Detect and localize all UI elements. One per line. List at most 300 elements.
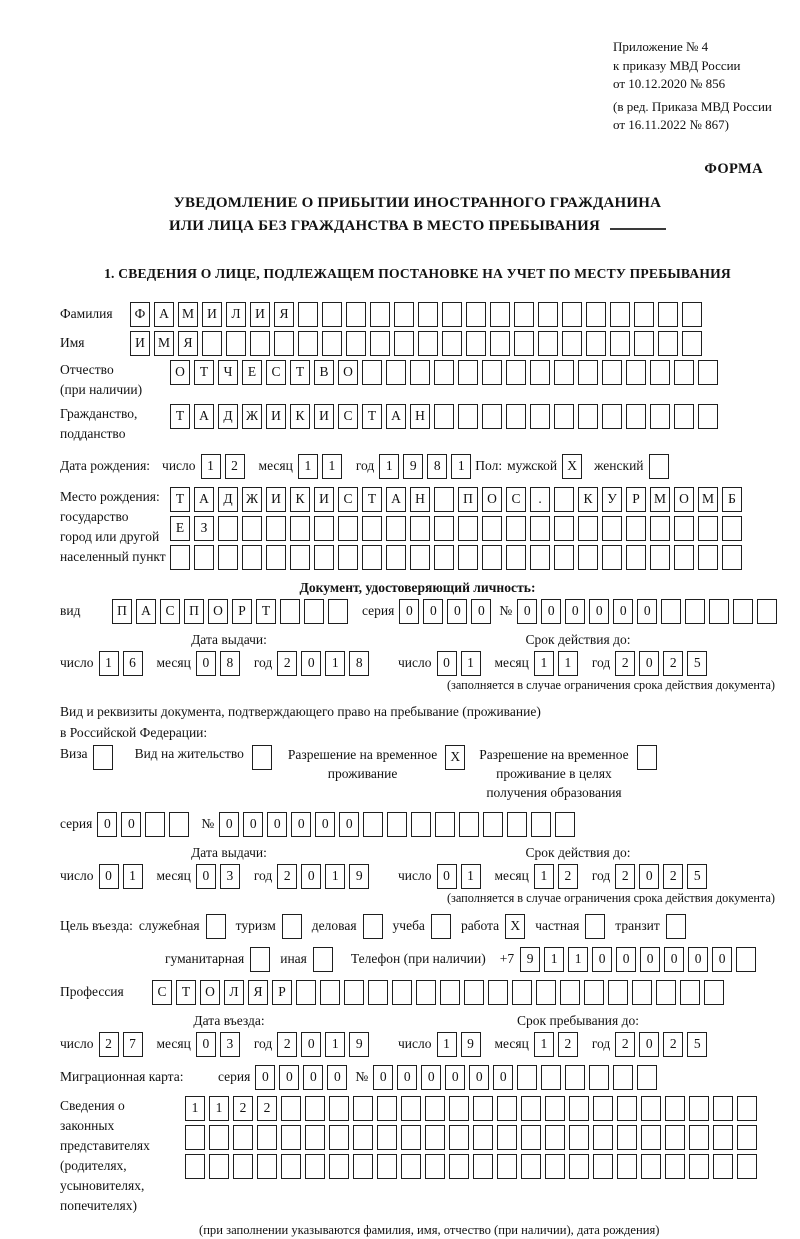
sex-female-label: женский bbox=[594, 458, 644, 473]
form-cell bbox=[304, 599, 324, 624]
form-cell bbox=[757, 599, 777, 624]
form-cell bbox=[565, 1065, 585, 1090]
form-cell: 2 bbox=[225, 454, 245, 479]
birthplace-block bbox=[60, 487, 775, 574]
form-cell bbox=[257, 1154, 277, 1179]
entry-year-cells bbox=[277, 1032, 373, 1057]
form-cell: 2 bbox=[277, 651, 297, 676]
form-cell: И bbox=[314, 487, 334, 512]
doc-seriya-label: серия bbox=[362, 603, 395, 618]
form-cell: 1 bbox=[325, 864, 345, 889]
visa-label: Виза bbox=[60, 745, 88, 761]
form-cell bbox=[473, 1154, 493, 1179]
form-cell: П bbox=[458, 487, 478, 512]
form-cell: 8 bbox=[349, 651, 369, 676]
expiry-year-cells bbox=[615, 651, 711, 676]
form-cell bbox=[490, 331, 510, 356]
purpose-business-label: деловая bbox=[311, 918, 357, 933]
form-cell: О bbox=[338, 360, 358, 385]
form-cell bbox=[322, 331, 342, 356]
purpose-work-label: работа bbox=[460, 918, 500, 933]
form-cell bbox=[602, 404, 622, 429]
form-cell: 0 bbox=[637, 599, 657, 624]
form-cell bbox=[578, 404, 598, 429]
form-cell bbox=[650, 360, 670, 385]
month-label: месяц bbox=[156, 1036, 191, 1051]
form-cell bbox=[713, 1154, 733, 1179]
purpose-private-checkbox bbox=[585, 914, 605, 939]
surname-cells bbox=[130, 302, 706, 327]
year-label: год bbox=[253, 1036, 273, 1051]
form-cell: 9 bbox=[349, 864, 369, 889]
form-cell: А bbox=[136, 599, 156, 624]
identity-doc-issue-group bbox=[60, 632, 398, 676]
form-cell bbox=[440, 980, 460, 1005]
form-cell bbox=[514, 331, 534, 356]
form-cell bbox=[233, 1154, 253, 1179]
form-cell bbox=[665, 1125, 685, 1150]
form-cell: 0 bbox=[339, 812, 359, 837]
form-cell: 2 bbox=[663, 1032, 683, 1057]
purpose-private-label: частная bbox=[535, 918, 580, 933]
rvp-label: Разрешение на временное проживание bbox=[287, 746, 438, 781]
year-label: год bbox=[591, 1036, 611, 1051]
form-cell bbox=[314, 516, 334, 541]
birthdate-day-cells bbox=[201, 454, 249, 479]
form-cell bbox=[626, 360, 646, 385]
issue-month-cells bbox=[196, 864, 244, 889]
form-cell bbox=[209, 1125, 229, 1150]
form-cell bbox=[704, 980, 724, 1005]
form-cell: С bbox=[152, 980, 172, 1005]
phone-prefix: +7 bbox=[499, 951, 515, 966]
form-cell: 0 bbox=[373, 1065, 393, 1090]
form-cell: К bbox=[290, 487, 310, 512]
form-cell bbox=[545, 1096, 565, 1121]
form-cell bbox=[554, 516, 574, 541]
form-cell: 0 bbox=[639, 1032, 659, 1057]
form-cell bbox=[680, 980, 700, 1005]
form-cell bbox=[281, 1125, 301, 1150]
given-name-label: Имя bbox=[60, 335, 85, 350]
form-cell bbox=[674, 545, 694, 570]
form-cell bbox=[507, 812, 527, 837]
form-cell: Л bbox=[226, 302, 246, 327]
birthplace-row-2 bbox=[170, 516, 746, 541]
form-cell: Т bbox=[170, 487, 190, 512]
visa-checkbox bbox=[93, 745, 113, 770]
form-cell bbox=[202, 331, 222, 356]
form-cell bbox=[674, 516, 694, 541]
form-cell bbox=[434, 516, 454, 541]
form-cell: Т bbox=[176, 980, 196, 1005]
residence-doc-issue-group bbox=[60, 845, 398, 889]
header-reference-block bbox=[613, 38, 775, 135]
form-cell bbox=[483, 812, 503, 837]
form-cell: 0 bbox=[447, 599, 467, 624]
month-label: месяц bbox=[494, 868, 529, 883]
form-cell: 0 bbox=[437, 651, 457, 676]
form-cell bbox=[569, 1154, 589, 1179]
form-cell: 2 bbox=[663, 651, 683, 676]
res-seriya-label: серия bbox=[60, 816, 93, 831]
migration-card-row bbox=[60, 1065, 775, 1090]
rvp-checkbox: X bbox=[445, 745, 465, 770]
form-cell bbox=[626, 404, 646, 429]
purpose-official-checkbox bbox=[206, 914, 226, 939]
issue-day-cells bbox=[99, 864, 147, 889]
form-cell bbox=[617, 1096, 637, 1121]
form-cell bbox=[584, 980, 604, 1005]
form-cell bbox=[418, 331, 438, 356]
form-cell bbox=[362, 516, 382, 541]
form-cell: М bbox=[178, 302, 198, 327]
form-cell: 5 bbox=[687, 651, 707, 676]
form-cell: И bbox=[266, 404, 286, 429]
form-cell bbox=[298, 331, 318, 356]
form-cell bbox=[346, 302, 366, 327]
form-cell bbox=[536, 980, 556, 1005]
form-cell: 2 bbox=[233, 1096, 253, 1121]
form-cell: 0 bbox=[301, 864, 321, 889]
form-cell: И bbox=[202, 302, 222, 327]
form-cell: 0 bbox=[279, 1065, 299, 1090]
form-cell: Т bbox=[256, 599, 276, 624]
issue-year-cells bbox=[277, 864, 373, 889]
sex-male-label: мужской bbox=[507, 458, 558, 473]
form-cell: С bbox=[506, 487, 526, 512]
form-cell: 0 bbox=[541, 599, 561, 624]
form-cell bbox=[329, 1096, 349, 1121]
profession-label: Профессия bbox=[60, 984, 124, 999]
identity-doc-note: (заполняется в случае ограничения срока действия документа) bbox=[446, 677, 775, 692]
form-cell bbox=[281, 1154, 301, 1179]
form-cell bbox=[531, 812, 551, 837]
form-cell bbox=[466, 331, 486, 356]
form-cell bbox=[569, 1096, 589, 1121]
form-cell bbox=[328, 599, 348, 624]
form-cell: У bbox=[602, 487, 622, 512]
ref-line-1: Приложение № 4 bbox=[613, 39, 709, 54]
form-cell: А bbox=[194, 487, 214, 512]
vnzh-checkbox bbox=[252, 745, 272, 770]
expiry-day-cells bbox=[437, 864, 485, 889]
residence-doc-seriya-row bbox=[60, 812, 775, 837]
form-cell bbox=[506, 516, 526, 541]
form-cell bbox=[530, 516, 550, 541]
form-cell bbox=[434, 487, 454, 512]
form-cell bbox=[290, 516, 310, 541]
form-cell: 1 bbox=[298, 454, 318, 479]
phone-cells bbox=[520, 947, 760, 972]
form-cell bbox=[589, 1065, 609, 1090]
form-cell: Б bbox=[722, 487, 742, 512]
issue-year-cells bbox=[277, 651, 373, 676]
form-cell bbox=[442, 302, 462, 327]
form-cell: М bbox=[154, 331, 174, 356]
form-cell bbox=[617, 1125, 637, 1150]
sex-male-checkbox: X bbox=[562, 454, 582, 479]
form-cell bbox=[425, 1125, 445, 1150]
purpose-humanitarian-label: гуманитарная bbox=[165, 951, 245, 966]
issue-date-heading: Дата выдачи: bbox=[191, 844, 267, 860]
form-cell bbox=[434, 545, 454, 570]
birthplace-cells bbox=[170, 487, 746, 574]
phone-label: Телефон (при наличии) bbox=[350, 951, 486, 966]
form-cell: 2 bbox=[558, 864, 578, 889]
form-cell: 0 bbox=[255, 1065, 275, 1090]
form-cell: 0 bbox=[688, 947, 708, 972]
sex-female-checkbox bbox=[649, 454, 669, 479]
form-cell bbox=[394, 331, 414, 356]
form-cell: 1 bbox=[209, 1096, 229, 1121]
identity-doc-heading: Документ, удостоверяющий личность: bbox=[299, 579, 536, 595]
entry-dates bbox=[60, 1013, 775, 1057]
form-cell bbox=[305, 1125, 325, 1150]
form-cell bbox=[386, 516, 406, 541]
form-cell bbox=[555, 812, 575, 837]
form-cell: 1 bbox=[461, 864, 481, 889]
form-cell: Ф bbox=[130, 302, 150, 327]
legal-reps-note: (при заполнении указываются фамилия, имя, отчество (при наличии), дата рождения) bbox=[199, 1222, 660, 1237]
form-cell: 3 bbox=[220, 864, 240, 889]
form-cell bbox=[685, 599, 705, 624]
form-cell: 0 bbox=[196, 1032, 216, 1057]
form-cell bbox=[593, 1154, 613, 1179]
purpose-study-label: учеба bbox=[392, 918, 425, 933]
entry-date-group bbox=[60, 1013, 398, 1057]
form-cell: Ж bbox=[242, 404, 262, 429]
expiry-month-cells bbox=[534, 651, 582, 676]
form-cell: 2 bbox=[277, 1032, 297, 1057]
expiry-month-cells bbox=[534, 864, 582, 889]
form-cell bbox=[296, 980, 316, 1005]
form-cell bbox=[713, 1125, 733, 1150]
form-cell bbox=[266, 545, 286, 570]
expiry-date-heading: Срок действия до: bbox=[525, 844, 631, 860]
form-title bbox=[60, 192, 775, 238]
form-cell bbox=[226, 331, 246, 356]
form-cell bbox=[613, 1065, 633, 1090]
form-cell: 2 bbox=[615, 651, 635, 676]
form-cell bbox=[466, 302, 486, 327]
stay-until-heading: Срок пребывания до: bbox=[517, 1012, 639, 1028]
form-cell: Е bbox=[242, 360, 262, 385]
form-cell bbox=[617, 1154, 637, 1179]
form-cell bbox=[242, 545, 262, 570]
form-cell bbox=[473, 1125, 493, 1150]
form-cell bbox=[506, 545, 526, 570]
month-label: месяц bbox=[494, 655, 529, 670]
form-cell bbox=[650, 404, 670, 429]
form-cell bbox=[602, 360, 622, 385]
form-cell: 9 bbox=[349, 1032, 369, 1057]
form-cell: 2 bbox=[277, 864, 297, 889]
res-seriya-cells bbox=[97, 812, 193, 837]
form-cell: 9 bbox=[403, 454, 423, 479]
form-cell bbox=[458, 404, 478, 429]
form-cell bbox=[209, 1154, 229, 1179]
day-label: число bbox=[60, 1036, 94, 1051]
form-cell bbox=[554, 360, 574, 385]
purpose-other-label: иная bbox=[280, 951, 307, 966]
year-label: год bbox=[591, 655, 611, 670]
birthdate-year-label: год bbox=[355, 458, 375, 473]
day-label: число bbox=[398, 1036, 432, 1051]
stay-day-cells bbox=[437, 1032, 485, 1057]
form-cell: Л bbox=[224, 980, 244, 1005]
form-cell bbox=[682, 302, 702, 327]
form-cell: 0 bbox=[640, 947, 660, 972]
residence-doc-note: (заполняется в случае ограничения срока действия документа) bbox=[446, 890, 775, 905]
sex-label: Пол: bbox=[475, 458, 503, 473]
section-1-heading: 1. СВЕДЕНИЯ О ЛИЦЕ, ПОДЛЕЖАЩЕМ ПОСТАНОВКЕ НА УЧЕТ ПО МЕСТУ ПРЕБЫВАНИЯ bbox=[104, 265, 731, 281]
form-cell bbox=[449, 1096, 469, 1121]
form-cell bbox=[329, 1125, 349, 1150]
form-cell bbox=[682, 331, 702, 356]
form-cell bbox=[362, 360, 382, 385]
profession-cells bbox=[152, 980, 728, 1005]
form-cell bbox=[368, 980, 388, 1005]
residence-doc-dates bbox=[60, 845, 775, 889]
form-cell: 0 bbox=[196, 651, 216, 676]
form-cell bbox=[377, 1154, 397, 1179]
form-cell: Е bbox=[170, 516, 190, 541]
form-cell bbox=[410, 360, 430, 385]
migration-card-label: Миграционная карта: bbox=[60, 1069, 184, 1084]
title-blank-underline bbox=[610, 228, 666, 230]
form-cell: 0 bbox=[592, 947, 612, 972]
form-cell: О bbox=[200, 980, 220, 1005]
form-cell: 2 bbox=[558, 1032, 578, 1057]
mc-seriya-label: серия bbox=[218, 1069, 251, 1084]
form-cell bbox=[449, 1125, 469, 1150]
ref-line-2: к приказу МВД России bbox=[613, 57, 741, 73]
form-cell bbox=[562, 302, 582, 327]
purpose-row bbox=[60, 914, 775, 939]
form-cell: 5 bbox=[687, 864, 707, 889]
form-cell bbox=[425, 1154, 445, 1179]
form-cell: П bbox=[184, 599, 204, 624]
form-cell: Я bbox=[274, 302, 294, 327]
vnzh-label: Вид на жительство bbox=[134, 745, 244, 761]
form-cell bbox=[578, 545, 598, 570]
form-cell bbox=[554, 404, 574, 429]
patronymic-cells bbox=[170, 360, 722, 385]
form-cell bbox=[434, 360, 454, 385]
form-cell bbox=[497, 1096, 517, 1121]
birthdate-year-cells bbox=[379, 454, 475, 479]
form-cell: И bbox=[266, 487, 286, 512]
day-label: число bbox=[60, 868, 94, 883]
form-cell bbox=[530, 360, 550, 385]
form-cell bbox=[722, 545, 742, 570]
form-cell bbox=[329, 1154, 349, 1179]
citizenship-label: Гражданство, подданство bbox=[60, 405, 138, 441]
form-cell: О bbox=[208, 599, 228, 624]
form-cell: . bbox=[530, 487, 550, 512]
form-cell bbox=[586, 302, 606, 327]
purpose-transit-label: транзит bbox=[615, 918, 660, 933]
form-cell bbox=[578, 516, 598, 541]
form-cell bbox=[538, 331, 558, 356]
form-cell bbox=[497, 1125, 517, 1150]
form-cell bbox=[353, 1125, 373, 1150]
form-cell: З bbox=[194, 516, 214, 541]
residence-doc-intro: Вид и реквизиты документа, подтверждающего право на пребывание (проживание) в Российской Федерации: bbox=[60, 703, 541, 740]
form-cell: А bbox=[386, 487, 406, 512]
legal-reps-row-2 bbox=[185, 1125, 761, 1150]
form-cell: 0 bbox=[664, 947, 684, 972]
year-label: год bbox=[253, 655, 273, 670]
birthdate-month-cells bbox=[298, 454, 346, 479]
form-cell bbox=[459, 812, 479, 837]
form-cell bbox=[737, 1154, 757, 1179]
birthplace-label: Место рождения: государство город или другой населенный пункт bbox=[60, 488, 166, 564]
form-cell bbox=[517, 1065, 537, 1090]
given-name-cells bbox=[130, 331, 706, 356]
form-cell: К bbox=[578, 487, 598, 512]
month-label: месяц bbox=[156, 655, 191, 670]
form-cell: 1 bbox=[325, 651, 345, 676]
form-cell: 1 bbox=[437, 1032, 457, 1057]
form-cell: 2 bbox=[663, 864, 683, 889]
form-cell bbox=[410, 545, 430, 570]
patronymic-row bbox=[60, 360, 775, 400]
form-cell bbox=[698, 516, 718, 541]
form-cell bbox=[554, 545, 574, 570]
form-cell: Т bbox=[290, 360, 310, 385]
purpose-label: Цель въезда: bbox=[60, 918, 133, 933]
form-cell: 0 bbox=[423, 599, 443, 624]
purpose-business-checkbox bbox=[363, 914, 383, 939]
form-cell bbox=[170, 545, 190, 570]
legal-reps-block bbox=[60, 1096, 775, 1239]
form-cell: 2 bbox=[257, 1096, 277, 1121]
form-cell: 1 bbox=[568, 947, 588, 972]
form-cell bbox=[434, 404, 454, 429]
form-cell bbox=[665, 1096, 685, 1121]
form-cell bbox=[418, 302, 438, 327]
form-cell: 0 bbox=[471, 599, 491, 624]
form-cell bbox=[608, 980, 628, 1005]
form-cell: 0 bbox=[99, 864, 119, 889]
form-cell: 0 bbox=[301, 651, 321, 676]
form-cell bbox=[650, 516, 670, 541]
form-cell bbox=[722, 516, 742, 541]
form-cell: 0 bbox=[196, 864, 216, 889]
legal-reps-cells bbox=[185, 1096, 761, 1239]
form-cell: 0 bbox=[97, 812, 117, 837]
form-cell bbox=[521, 1125, 541, 1150]
form-cell: 0 bbox=[445, 1065, 465, 1090]
form-cell: 6 bbox=[123, 651, 143, 676]
purpose-humanitarian-checkbox bbox=[250, 947, 270, 972]
day-label: число bbox=[60, 655, 94, 670]
form-cell bbox=[346, 331, 366, 356]
rvp-edu-option bbox=[479, 745, 656, 802]
form-cell bbox=[490, 302, 510, 327]
form-cell: 0 bbox=[315, 812, 335, 837]
form-cell bbox=[344, 980, 364, 1005]
form-cell: А bbox=[386, 404, 406, 429]
form-cell: 0 bbox=[517, 599, 537, 624]
doc-number-cells bbox=[517, 599, 781, 624]
form-cell: 0 bbox=[291, 812, 311, 837]
day-label: число bbox=[398, 655, 432, 670]
form-cell bbox=[641, 1154, 661, 1179]
form-cell bbox=[698, 360, 718, 385]
